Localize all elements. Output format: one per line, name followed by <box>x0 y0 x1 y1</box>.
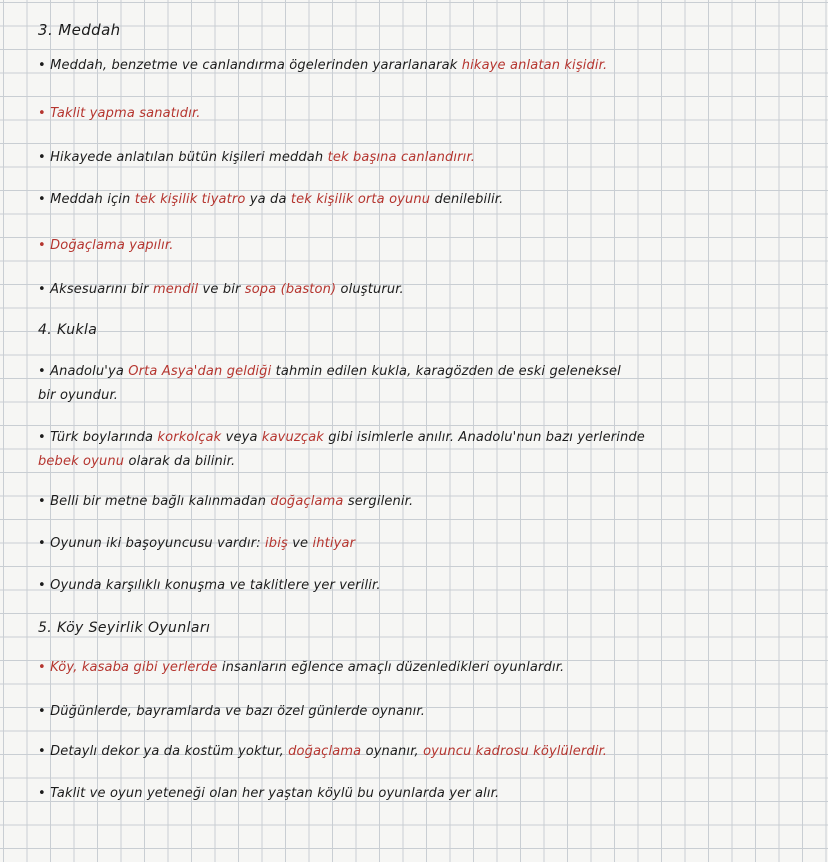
note-line <box>38 578 381 594</box>
note-text: • Meddah, benzetme ve canlandırma ögelerinden yararlanarak <box>38 58 458 73</box>
note-highlight: doğaçlama <box>288 744 362 759</box>
note-text: • Hikayede anlatılan bütün kişileri meddah <box>38 150 324 165</box>
note-text: • Detaylı dekor ya da kostüm yoktur, <box>38 744 284 759</box>
note-line <box>38 238 174 254</box>
note-text: • Türk boylarında <box>38 430 154 445</box>
section-heading-kukla: 4. Kukla <box>38 322 98 338</box>
note-highlight: • Köy, kasaba gibi <box>38 660 158 675</box>
note-highlight: mendil <box>152 282 199 297</box>
note-highlight: Orta Asya'dan <box>128 364 223 379</box>
note-highlight: • Taklit yapma sanatıdır. <box>38 106 201 121</box>
note-text: sergilenir. <box>347 494 414 509</box>
note-line <box>38 744 607 760</box>
note-line <box>38 106 201 122</box>
note-line <box>38 58 607 74</box>
note-line <box>38 494 413 510</box>
note-text: oynanır, <box>365 744 419 759</box>
note-line <box>38 364 621 380</box>
note-line <box>38 282 404 298</box>
note-highlight: kavuzçak <box>261 430 324 445</box>
note-highlight: sopa (baston) <box>244 282 337 297</box>
note-text: • Aksesuarını bir <box>38 282 149 297</box>
note-text: • Belli bir metne bağlı kalınmadan <box>38 494 267 509</box>
note-text: • Taklit ve oyun yeteneği olan her yaştan köylü bu oyunlarda yer alır. <box>38 786 500 801</box>
note-text: • Oyunda karşılıklı konuşma ve taklitlere yer verilir. <box>38 578 381 593</box>
note-highlight: doğaçlama <box>270 494 344 509</box>
note-text: ve bir <box>202 282 241 297</box>
note-text: gibi isimlerle anılır. Anadolu'nun bazı yerlerinde <box>328 430 645 445</box>
note-line <box>38 786 499 802</box>
note-text: ve <box>292 536 309 551</box>
note-text: bir oyundur. <box>38 388 119 403</box>
note-line <box>38 150 475 166</box>
note-highlight: bebek oyunu <box>38 454 125 469</box>
note-text: insanların eğlence amaçlı düzenledikleri oyunlardır. <box>221 660 565 675</box>
note-highlight: geldiği <box>226 364 272 379</box>
note-highlight: • Doğaçlama yapılır. <box>38 238 174 253</box>
note-highlight: tek kişilik tiyatro <box>134 192 246 207</box>
note-highlight: oyuncu kadrosu köylülerdir. <box>423 744 608 759</box>
section-heading-meddah: 3. Meddah <box>38 21 121 39</box>
note-text: oluşturur. <box>340 282 404 297</box>
note-highlight: tek kişilik orta oyunu <box>290 192 431 207</box>
note-highlight: yerlerde <box>162 660 218 675</box>
note-text: tahmin edilen kukla, karagözden de eski geleneksel <box>275 364 621 379</box>
note-text: • Anadolu'ya <box>38 364 124 379</box>
note-line <box>38 704 425 720</box>
note-line <box>38 388 118 404</box>
note-line <box>38 430 645 446</box>
note-text: denilebilir. <box>434 192 504 207</box>
note-text: • Meddah için <box>38 192 131 207</box>
note-text: • Oyunun iki başoyuncusu vardır: <box>38 536 261 551</box>
note-text: • Düğünlerde, bayramlarda ve bazı özel günlerde oynanır. <box>38 704 425 719</box>
note-text: veya <box>225 430 258 445</box>
note-highlight: ihtiyar <box>312 536 356 551</box>
note-highlight: tek başına canlandırır. <box>327 150 476 165</box>
note-highlight: korkolçak <box>157 430 222 445</box>
section-heading-koy: 5. Köy Seyirlik Oyunları <box>38 620 211 636</box>
note-text: olarak da bilinir. <box>128 454 236 469</box>
note-line <box>38 536 355 552</box>
note-highlight: ibiş <box>265 536 288 551</box>
note-line <box>38 192 503 208</box>
note-highlight: hikaye anlatan kişidir. <box>461 58 608 73</box>
note-text: ya da <box>249 192 287 207</box>
note-line <box>38 454 235 470</box>
note-line <box>38 660 564 676</box>
